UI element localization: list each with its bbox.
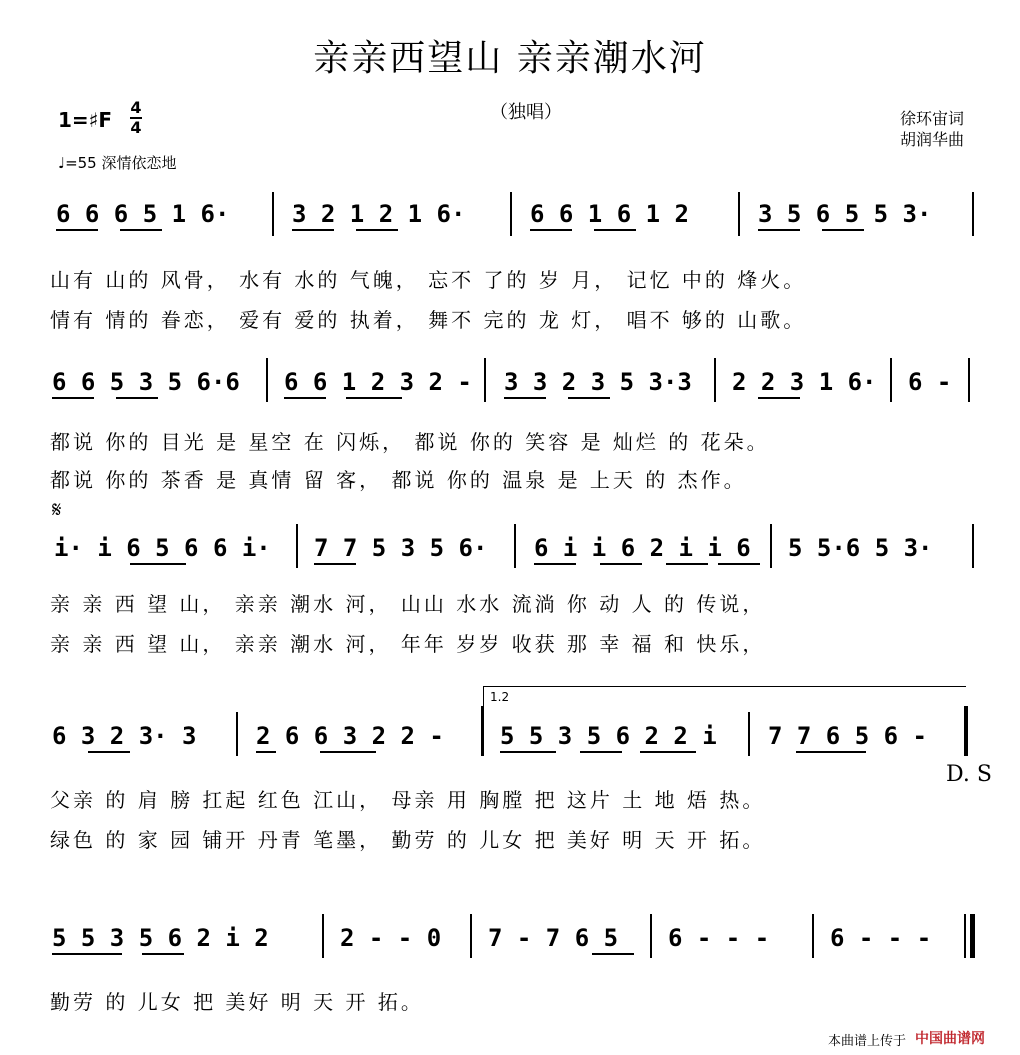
measure: 2 - - 0: [340, 924, 442, 952]
lyric-line: 情有 情的 眷恋， 爱有 爱的 执着， 舞不 完的 龙 灯， 唱不 够的 山歌。: [50, 308, 807, 332]
barline: [968, 358, 970, 402]
measure: 7 - 7 6 5: [488, 924, 619, 952]
measure: 7 7 6 5 6 -: [768, 722, 927, 750]
measure: 3 2 1 2 1 6·: [292, 200, 466, 228]
lyric-line: 勤劳 的 儿女 把 美好 明 天 开 拓。: [50, 990, 424, 1014]
barline: [510, 192, 512, 236]
measure: 6 - - -: [830, 924, 932, 952]
barline: [266, 358, 268, 402]
lyric-line: 山有 山的 风骨， 水有 水的 气魄， 忘不 了的 岁 月， 记忆 中的 烽火。: [50, 268, 807, 292]
final-barline-thick: [970, 914, 975, 958]
barline: [272, 192, 274, 236]
lyric-line: 父亲 的 肩 膀 扛起 红色 江山， 母亲 用 胸膛 把 这片 土 地 焐 热。: [50, 788, 766, 812]
lyric-line: 亲 亲 西 望 山， 亲亲 潮水 河， 年年 岁岁 收获 那 幸 福 和 快乐，: [50, 632, 766, 656]
lyric-line: 绿色 的 家 园 铺开 丹青 笔墨， 勤劳 的 儿女 把 美好 明 天 开 拓。: [50, 828, 766, 852]
barline: [296, 524, 298, 568]
measure: 6 6 1 6 1 2: [530, 200, 689, 228]
upload-credit: 本曲谱上传于: [828, 1034, 907, 1049]
barline: [738, 192, 740, 236]
measure: 5 5·6 5 3·: [788, 534, 933, 562]
measure: 6 3 2 3· 3: [52, 722, 197, 750]
dal-segno-mark: D. S: [946, 762, 992, 787]
barline: [714, 358, 716, 402]
site-logo: 中国曲谱网: [915, 1031, 985, 1047]
measure: 3 3 2 3 5 3·3: [504, 368, 692, 396]
barline: [972, 192, 974, 236]
measure: i· i 6 5 6 6 i·: [54, 534, 271, 562]
barline: [812, 914, 814, 958]
measure: 2 2 3 1 6·: [732, 368, 877, 396]
measure: 7 7 5 3 5 6·: [314, 534, 488, 562]
barline: [470, 914, 472, 958]
measure: 6 6 5 3 5 6·6: [52, 368, 240, 396]
barline: [236, 712, 238, 756]
measure: 6 6 6 5 1 6·: [56, 200, 230, 228]
time-denominator: 4: [130, 118, 142, 137]
volta-label: 1.2: [490, 690, 510, 704]
lyricist-credit: 徐环宙词: [900, 109, 965, 128]
lyric-line: 都说 你的 茶香 是 真情 留 客， 都说 你的 温泉 是 上天 的 杰作。: [50, 468, 747, 492]
measure: 5 5 3 5 6 2 i 2: [52, 924, 269, 952]
barline: [484, 358, 486, 402]
measure: 6 - - -: [668, 924, 770, 952]
repeat-start-barline: [481, 706, 484, 756]
measure: 6 6 1 2 3 2 -: [284, 368, 472, 396]
measure: 2 6 6 3 2 2 -: [256, 722, 444, 750]
final-barline-thin: [964, 914, 966, 958]
measure: 3 5 6 5 5 3·: [758, 200, 932, 228]
measure: 5 5 3 5 6 2 2 i: [500, 722, 717, 750]
barline: [650, 914, 652, 958]
score-title: 亲亲西望山 亲亲潮水河: [313, 38, 707, 79]
tempo-marking: ♩=55 深情依恋地: [58, 154, 177, 172]
barline: [890, 358, 892, 402]
segno-sign: 𝄋: [52, 498, 62, 523]
composer-credit: 胡润华曲: [900, 130, 965, 149]
performance-note: （独唱）: [490, 102, 562, 123]
barline: [322, 914, 324, 958]
key-signature: 1=♯F: [58, 108, 113, 132]
lyric-line: 都说 你的 目光 是 星空 在 闪烁， 都说 你的 笑容 是 灿烂 的 花朵。: [50, 430, 770, 454]
measure: 6 -: [908, 368, 952, 396]
volta-bracket: [483, 686, 966, 707]
time-signature: [130, 100, 142, 136]
barline: [770, 524, 772, 568]
barline: [748, 712, 750, 756]
repeat-end-barline: [964, 706, 968, 756]
barline: [514, 524, 516, 568]
lyric-line: 亲 亲 西 望 山， 亲亲 潮水 河， 山山 水水 流淌 你 动 人 的 传说，: [50, 592, 766, 616]
time-numerator: 4: [130, 98, 142, 117]
measure: 6 i i 6 2 i i 6: [534, 534, 751, 562]
barline: [972, 524, 974, 568]
